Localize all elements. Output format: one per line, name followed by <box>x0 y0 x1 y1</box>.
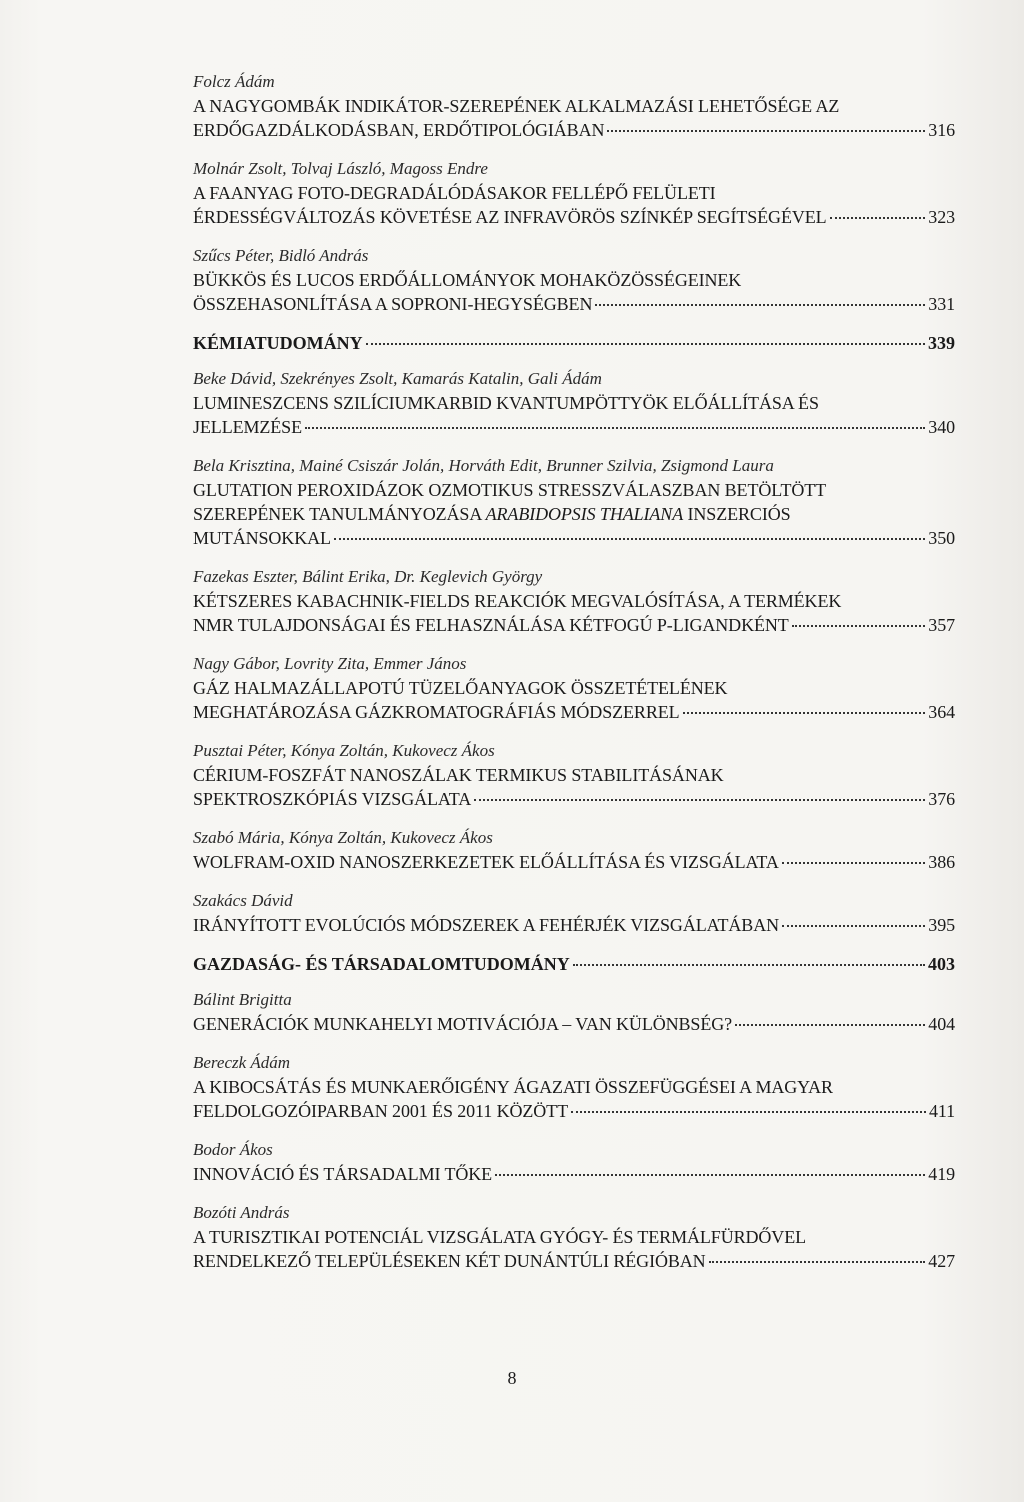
entry-title-last-line <box>193 292 955 316</box>
toc-entry <box>193 889 955 937</box>
entry-page: 427 <box>928 1251 955 1271</box>
dot-leader <box>571 1111 926 1113</box>
entry-title-last-line <box>193 613 955 637</box>
entry-page: 350 <box>928 528 955 548</box>
dot-leader <box>305 427 925 429</box>
entry-title-last-line <box>193 700 955 724</box>
entry-page: 395 <box>928 915 955 935</box>
entry-title-line: LUMINESZCENS SZILÍCIUMKARBID KVANTUMPÖTTYÖK ELŐÁLLÍTÁSA ÉS <box>193 393 819 413</box>
entry-title-line <box>193 502 955 526</box>
entry-page: 376 <box>928 789 955 809</box>
toc-entry <box>193 1051 955 1123</box>
entry-title-line: GÁZ HALMAZÁLLAPOTÚ TÜZELŐANYAGOK ÖSSZETÉTELÉNEK <box>193 678 728 698</box>
dot-leader <box>782 862 926 864</box>
entry-title-line: A KIBOCSÁTÁS ÉS MUNKAERŐIGÉNY ÁGAZATI ÖSSZEFÜGGÉSEI A MAGYAR <box>193 1077 833 1097</box>
dot-leader <box>334 538 925 540</box>
toc-entry <box>193 70 955 142</box>
entry-page: 316 <box>928 120 955 140</box>
title-text: ÉRDESSÉGVÁLTOZÁS KÖVETÉSE AZ INFRAVÖRÖS SZÍNKÉP SEGÍTSÉGÉVEL <box>193 207 827 227</box>
section-heading <box>193 331 955 355</box>
dot-leader <box>366 343 925 345</box>
dot-leader <box>782 925 925 927</box>
entry-page: 411 <box>928 1101 955 1121</box>
entry-authors: Szabó Mária, Kónya Zoltán, Kukovecz Ákos <box>193 828 493 847</box>
entry-page: 331 <box>928 294 955 314</box>
title-text: SZEREPÉNEK TANULMÁNYOZÁSA <box>193 504 486 524</box>
toc-entry <box>193 244 955 316</box>
entry-title-last-line <box>193 1012 955 1036</box>
entry-title-last-line <box>193 118 955 142</box>
title-text: ÖSSZEHASONLÍTÁSA A SOPRONI-HEGYSÉGBEN <box>193 294 593 314</box>
toc-entry <box>193 565 955 637</box>
dot-leader <box>735 1024 925 1026</box>
toc-entry <box>193 739 955 811</box>
entry-authors: Beke Dávid, Szekrényes Zsolt, Kamarás Katalin, Gali Ádám <box>193 369 602 388</box>
entry-authors: Fazekas Eszter, Bálint Erika, Dr. Keglevich György <box>193 567 543 586</box>
dot-leader <box>683 712 926 714</box>
title-text: INNOVÁCIÓ ÉS TÁRSADALMI TŐKE <box>193 1164 493 1184</box>
dot-leader <box>595 304 925 306</box>
title-text: ERDŐGAZDÁLKODÁSBAN, ERDŐTIPOLÓGIÁBAN <box>193 120 605 140</box>
entry-page: 386 <box>928 852 955 872</box>
entry-title-last-line <box>193 1162 955 1186</box>
title-text: MEGHATÁROZÁSA GÁZKROMATOGRÁFIÁS MÓDSZERREL <box>193 702 680 722</box>
entry-title-line: A NAGYGOMBÁK INDIKÁTOR-SZEREPÉNEK ALKALMAZÁSI LEHETŐSÉGE AZ <box>193 96 840 116</box>
entry-title-line: A FAANYAG FOTO-DEGRADÁLÓDÁSAKOR FELLÉPŐ FELÜLETI <box>193 183 716 203</box>
section-page: 339 <box>928 333 955 353</box>
entry-page: 340 <box>928 417 955 437</box>
title-text: JELLEMZÉSE <box>193 417 302 437</box>
table-of-contents <box>193 70 955 1288</box>
title-text: IRÁNYÍTOTT EVOLÚCIÓS MÓDSZEREK A FEHÉRJÉK VIZSGÁLATÁBAN <box>193 915 780 935</box>
toc-entry <box>193 652 955 724</box>
dot-leader <box>495 1174 925 1176</box>
entry-title-line: A TURISZTIKAI POTENCIÁL VIZSGÁLATA GYÓGY- ÉS TERMÁLFÜRDŐVEL <box>193 1227 806 1247</box>
entry-authors: Bela Krisztina, Mainé Csiszár Jolán, Horváth Edit, Brunner Szilvia, Zsigmond Laura <box>193 456 774 475</box>
entry-authors: Szakács Dávid <box>193 891 293 910</box>
title-text: SPEKTROSZKÓPIÁS VIZSGÁLATA <box>193 789 472 809</box>
section-title: KÉMIATUDOMÁNY <box>193 333 363 353</box>
section-heading <box>193 952 955 976</box>
entry-title-last-line <box>193 913 955 937</box>
entry-authors: Bálint Brigitta <box>193 990 292 1009</box>
entry-page: 404 <box>928 1014 955 1034</box>
species-name: ARABIDOPSIS THALIANA <box>485 504 684 524</box>
dot-leader <box>573 964 925 966</box>
entry-title-line: CÉRIUM-FOSZFÁT NANOSZÁLAK TERMIKUS STABILITÁSÁNAK <box>193 765 724 785</box>
section-title: GAZDASÁG- ÉS TÁRSADALOMTUDOMÁNY <box>193 954 570 974</box>
dot-leader <box>792 625 926 627</box>
title-text: MUTÁNSOKKAL <box>193 528 331 548</box>
entry-page: 357 <box>928 615 955 635</box>
toc-entry <box>193 454 955 550</box>
entry-page: 419 <box>928 1164 955 1184</box>
toc-entry <box>193 1201 955 1273</box>
title-text: WOLFRAM-OXID NANOSZERKEZETEK ELŐÁLLÍTÁSA ÉS VIZSGÁLATA <box>193 852 779 872</box>
entry-title-last-line <box>193 1249 955 1273</box>
entry-title-line: GLUTATION PEROXIDÁZOK OZMOTIKUS STRESSZVÁLASZBAN BETÖLTÖTT <box>193 480 827 500</box>
toc-entry <box>193 367 955 439</box>
entry-title-last-line <box>193 415 955 439</box>
toc-entry <box>193 826 955 874</box>
title-text: INSZERCIÓS <box>683 504 791 524</box>
page-number: 8 <box>507 1368 517 1388</box>
entry-title-last-line <box>193 787 955 811</box>
section-page: 403 <box>928 954 955 974</box>
entry-title-line: KÉTSZERES KABACHNIK-FIELDS REAKCIÓK MEGVALÓSÍTÁSA, A TERMÉKEK <box>193 591 842 611</box>
title-text: FELDOLGOZÓIPARBAN 2001 ÉS 2011 KÖZÖTT <box>193 1101 568 1121</box>
entry-title-last-line <box>193 526 955 550</box>
entry-authors: Szűcs Péter, Bidló András <box>193 246 369 265</box>
toc-entry <box>193 988 955 1036</box>
title-text: GENERÁCIÓK MUNKAHELYI MOTIVÁCIÓJA – VAN KÜLÖNBSÉG? <box>193 1014 733 1034</box>
entry-authors: Bozóti András <box>193 1203 290 1222</box>
entry-title-last-line <box>193 1099 955 1123</box>
title-text: NMR TULAJDONSÁGAI ÉS FELHASZNÁLÁSA KÉTFOGÚ P-LIGANDKÉNT <box>193 615 789 635</box>
dot-leader <box>607 130 925 132</box>
entry-authors: Nagy Gábor, Lovrity Zita, Emmer János <box>193 654 467 673</box>
entry-authors: Bereczk Ádám <box>193 1053 291 1072</box>
entry-page: 364 <box>928 702 955 722</box>
entry-authors: Bodor Ákos <box>193 1140 273 1159</box>
dot-leader <box>709 1261 926 1263</box>
toc-entry <box>193 157 955 229</box>
entry-authors: Molnár Zsolt, Tolvaj László, Magoss Endre <box>193 159 488 178</box>
entry-title-last-line <box>193 205 955 229</box>
entry-title-last-line <box>193 850 955 874</box>
entry-authors: Folcz Ádám <box>193 72 275 91</box>
entry-authors: Pusztai Péter, Kónya Zoltán, Kukovecz Ákos <box>193 741 495 760</box>
toc-entry <box>193 1138 955 1186</box>
entry-page: 323 <box>928 207 955 227</box>
entry-title-line: BÜKKÖS ÉS LUCOS ERDŐÁLLOMÁNYOK MOHAKÖZÖSSÉGEINEK <box>193 270 742 290</box>
dot-leader <box>474 799 925 801</box>
dot-leader <box>830 217 926 219</box>
title-text: RENDELKEZŐ TELEPÜLÉSEKEN KÉT DUNÁNTÚLI RÉGIÓBAN <box>193 1251 706 1271</box>
